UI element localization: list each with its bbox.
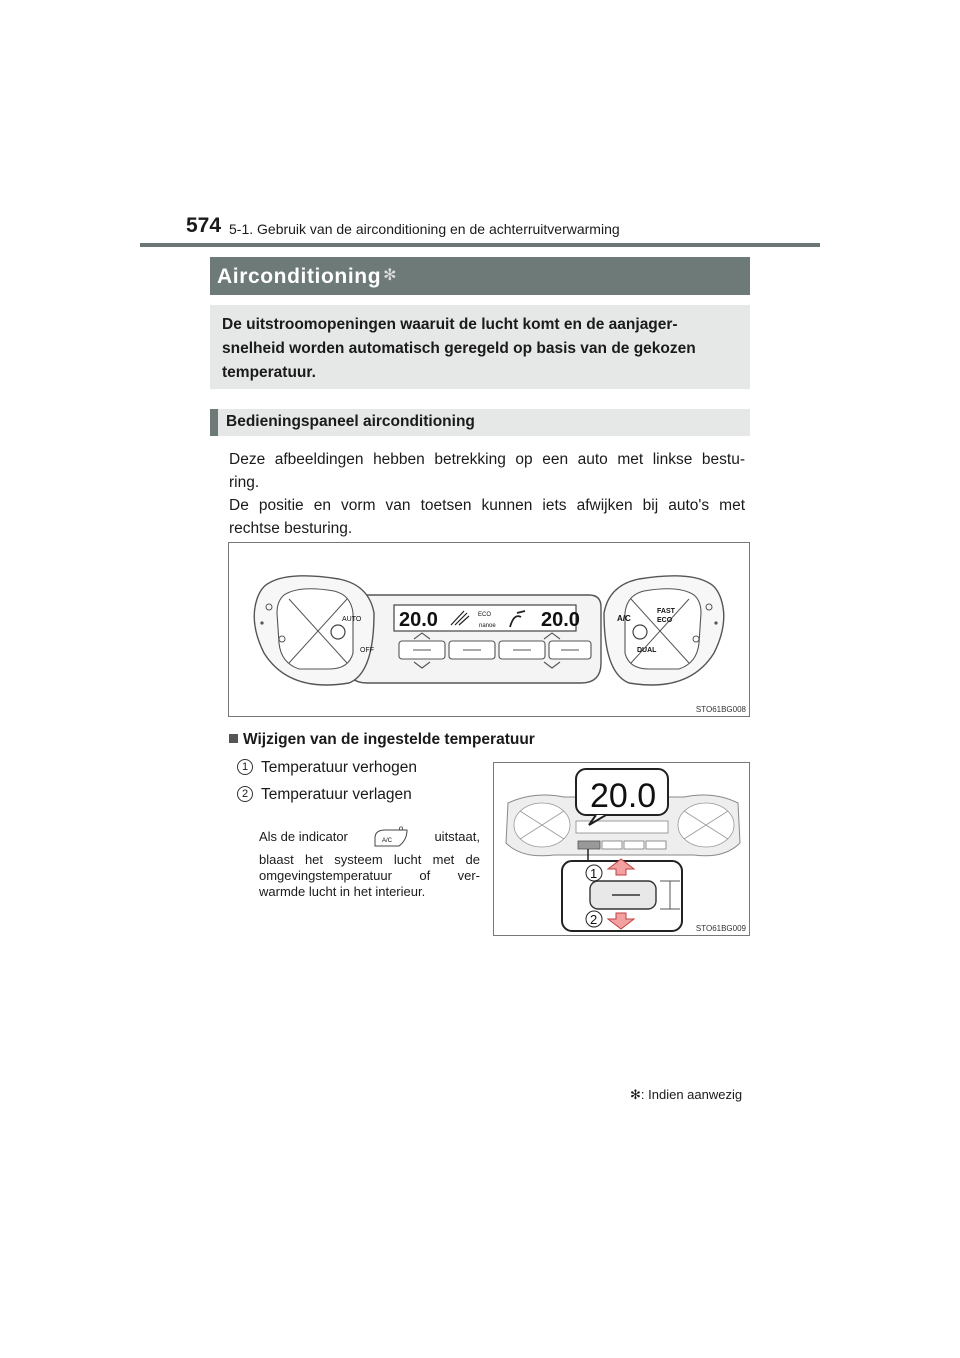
- left-temp-knob: [331, 625, 345, 639]
- intro-line: De uitstroomopeningen waaruit de lucht komt en de aanjager-: [222, 316, 678, 333]
- auto-button-label: AUTO: [342, 616, 362, 623]
- header-divider: [140, 243, 820, 247]
- display-temp-left: 20.0: [399, 609, 438, 631]
- subsection-title-text: Wijzigen van de ingestelde temperatuur: [243, 731, 535, 748]
- figure-code: STO61BG008: [695, 705, 746, 714]
- paragraph-line: rechtse besturing.: [229, 520, 353, 537]
- temperature-switch-illustration: [494, 763, 749, 935]
- right-temp-knob: [633, 625, 647, 639]
- ac-indicator-label: A/C: [382, 838, 393, 844]
- step-text: Temperatuur verlagen: [261, 786, 412, 803]
- callout-display-temp: 20.0: [590, 777, 657, 815]
- off-button-label: OFF: [360, 647, 374, 654]
- figure-code: STO61BG009: [695, 924, 746, 933]
- note-text: [259, 826, 480, 900]
- control-panel-illustration: [229, 543, 749, 716]
- paragraph-line: ring.: [229, 474, 260, 491]
- page-number: 574: [186, 214, 222, 237]
- description-paragraph: [229, 448, 745, 540]
- section-heading: Bedieningspaneel airconditioning: [210, 409, 750, 436]
- subsection-title: [229, 731, 535, 749]
- fast-button-label: FAST: [657, 608, 675, 615]
- intro-line: snelheid worden automatisch geregeld op basis van de gekozen: [222, 340, 696, 357]
- step-text: Temperatuur verhogen: [261, 759, 417, 776]
- eco-button-label: ECO: [657, 617, 673, 624]
- footnote: [630, 1087, 742, 1103]
- bullet-square-icon: [229, 734, 238, 743]
- step-item: [237, 786, 412, 804]
- callout-number: 1: [590, 866, 598, 881]
- intro-line: temperatuur.: [222, 364, 316, 381]
- dual-button-label: DUAL: [637, 647, 657, 654]
- optional-mark: ✻: [383, 267, 398, 284]
- running-header: 5-1. Gebruik van de airconditioning en de achterruitverwarming: [229, 221, 620, 237]
- control-panel-figure: [228, 542, 750, 717]
- page-title: [210, 257, 750, 295]
- step-number: 1: [237, 759, 253, 775]
- footnote-mark: ✻: [630, 1087, 641, 1102]
- step-number: 2: [237, 786, 253, 802]
- paragraph-line: Deze afbeeldingen hebben betrekking op een auto met linkse bestu-: [229, 451, 745, 468]
- ac-indicator-icon: [371, 826, 411, 848]
- step-item: [237, 759, 417, 777]
- note-text-part: uitstaat,: [434, 829, 480, 844]
- note-text-part: Als de indicator: [259, 829, 348, 844]
- note-line: warmde lucht in het interieur.: [259, 884, 426, 899]
- intro-box: [210, 305, 750, 389]
- paragraph-line: De positie en vorm van toetsen kunnen iets afwijken bij auto's met: [229, 497, 745, 514]
- ac-button-label: A/C: [617, 614, 631, 623]
- footnote-text: : Indien aanwezig: [640, 1087, 743, 1102]
- page-title-text: Airconditioning: [217, 265, 382, 288]
- nanoe-indicator: nanoe: [479, 623, 496, 629]
- note-line: blaast het systeem lucht met de: [259, 852, 480, 867]
- note-line: omgevingstemperatuur of ver-: [259, 868, 480, 883]
- note-line: [259, 826, 480, 848]
- display-temp-right: 20.0: [541, 609, 580, 631]
- callout-number: 2: [590, 912, 598, 927]
- temperature-switch-figure: [493, 762, 750, 936]
- eco-indicator: ECO: [478, 612, 492, 618]
